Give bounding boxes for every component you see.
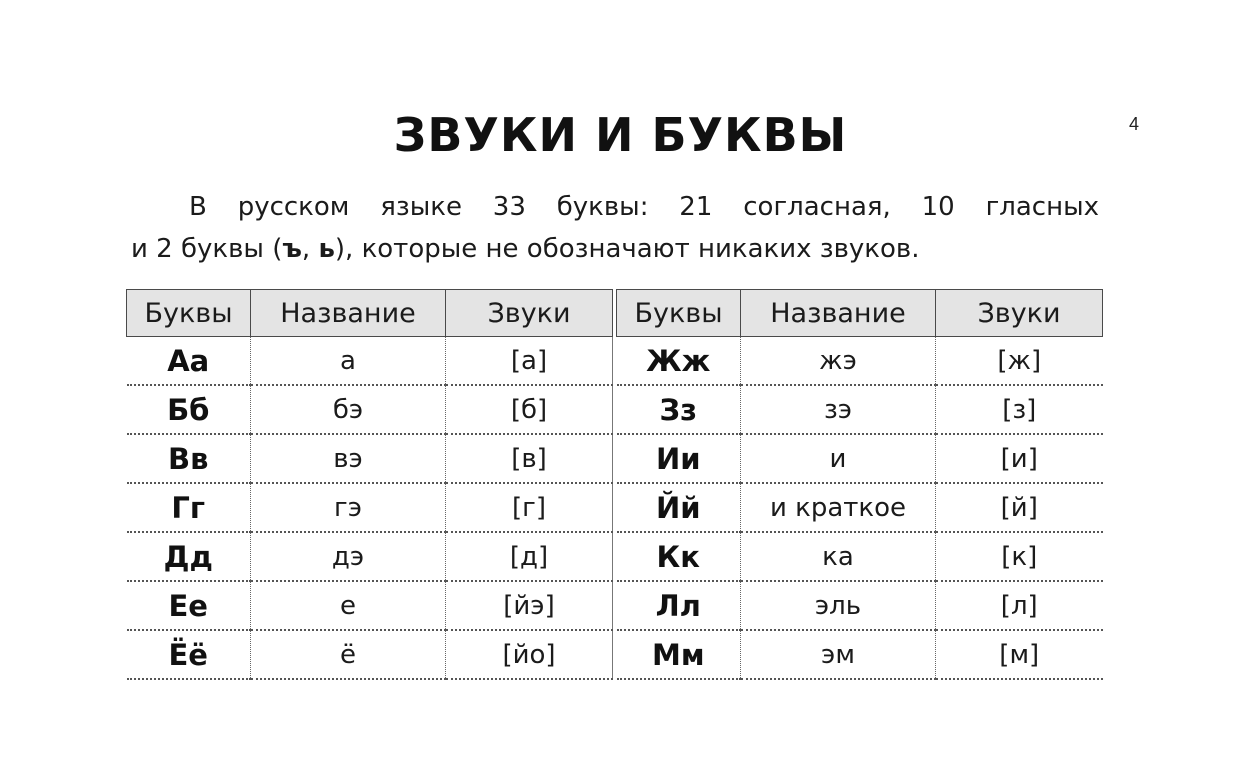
letter-cell: Мм xyxy=(617,630,741,679)
sound-cell: [й] xyxy=(936,483,1103,532)
header-name: Название xyxy=(251,290,446,337)
intro-line-1: В русском языке 33 буквы: 21 согласная, 10 гласных xyxy=(189,192,1099,222)
name-cell: и краткое xyxy=(741,483,936,532)
table-header-row xyxy=(617,290,1103,337)
table-row xyxy=(127,581,613,630)
table-row xyxy=(127,483,613,532)
letter-cell: Жж xyxy=(617,337,741,386)
name-cell: и xyxy=(741,434,936,483)
letter-cell: Гг xyxy=(127,483,251,532)
sound-cell: [з] xyxy=(936,385,1103,434)
table-row xyxy=(617,385,1103,434)
hard-sign: ъ xyxy=(282,234,302,264)
letter-cell: Йй xyxy=(617,483,741,532)
table-row xyxy=(617,483,1103,532)
letter-cell: Лл xyxy=(617,581,741,630)
letter-cell: Аа xyxy=(127,337,251,386)
sound-cell: [л] xyxy=(936,581,1103,630)
header-sounds: Звуки xyxy=(446,290,613,337)
name-cell: вэ xyxy=(251,434,446,483)
sound-cell: [ж] xyxy=(936,337,1103,386)
sound-cell: [д] xyxy=(446,532,613,581)
sound-cell: [а] xyxy=(446,337,613,386)
sound-cell: [к] xyxy=(936,532,1103,581)
letter-cell: Ее xyxy=(127,581,251,630)
table-row xyxy=(127,532,613,581)
table-row xyxy=(127,337,613,386)
table-row xyxy=(617,434,1103,483)
header-letters: Буквы xyxy=(127,290,251,337)
page-number: 4 xyxy=(1129,114,1140,134)
name-cell: жэ xyxy=(741,337,936,386)
alphabet-table-right xyxy=(616,289,1103,680)
page-title: ЗВУКИ И БУКВЫ xyxy=(393,108,848,162)
name-cell: бэ xyxy=(251,385,446,434)
table-row xyxy=(127,434,613,483)
intro-paragraph xyxy=(131,186,1099,270)
table-row xyxy=(617,630,1103,679)
table-row xyxy=(617,337,1103,386)
table-header-row xyxy=(127,290,613,337)
name-cell: эль xyxy=(741,581,936,630)
name-cell: ё xyxy=(251,630,446,679)
sound-cell: [в] xyxy=(446,434,613,483)
name-cell: е xyxy=(251,581,446,630)
name-cell: дэ xyxy=(251,532,446,581)
header-name: Название xyxy=(741,290,936,337)
table-row xyxy=(127,630,613,679)
intro-line-2-start: и 2 буквы ( xyxy=(131,234,283,264)
soft-sign: ь xyxy=(318,234,335,264)
table-row xyxy=(617,581,1103,630)
intro-comma: , xyxy=(301,234,319,264)
letter-cell: Вв xyxy=(127,434,251,483)
name-cell: гэ xyxy=(251,483,446,532)
header-sounds: Звуки xyxy=(936,290,1103,337)
table-row xyxy=(127,385,613,434)
name-cell: эм xyxy=(741,630,936,679)
intro-line-2 xyxy=(131,228,1099,270)
letter-cell: Бб xyxy=(127,385,251,434)
sound-cell: [и] xyxy=(936,434,1103,483)
letter-cell: Ии xyxy=(617,434,741,483)
sound-cell: [йэ] xyxy=(446,581,613,630)
sound-cell: [м] xyxy=(936,630,1103,679)
name-cell: зэ xyxy=(741,385,936,434)
letter-cell: Дд xyxy=(127,532,251,581)
letter-cell: Кк xyxy=(617,532,741,581)
name-cell: а xyxy=(251,337,446,386)
letter-cell: Зз xyxy=(617,385,741,434)
intro-line-2-end: ), которые не обозначают никаких звуков. xyxy=(334,234,920,264)
sound-cell: [г] xyxy=(446,483,613,532)
alphabet-table-left xyxy=(126,289,613,680)
table-row xyxy=(617,532,1103,581)
sound-cell: [б] xyxy=(446,385,613,434)
name-cell: ка xyxy=(741,532,936,581)
header-letters: Буквы xyxy=(617,290,741,337)
sound-cell: [йо] xyxy=(446,630,613,679)
letter-cell: Ёё xyxy=(127,630,251,679)
